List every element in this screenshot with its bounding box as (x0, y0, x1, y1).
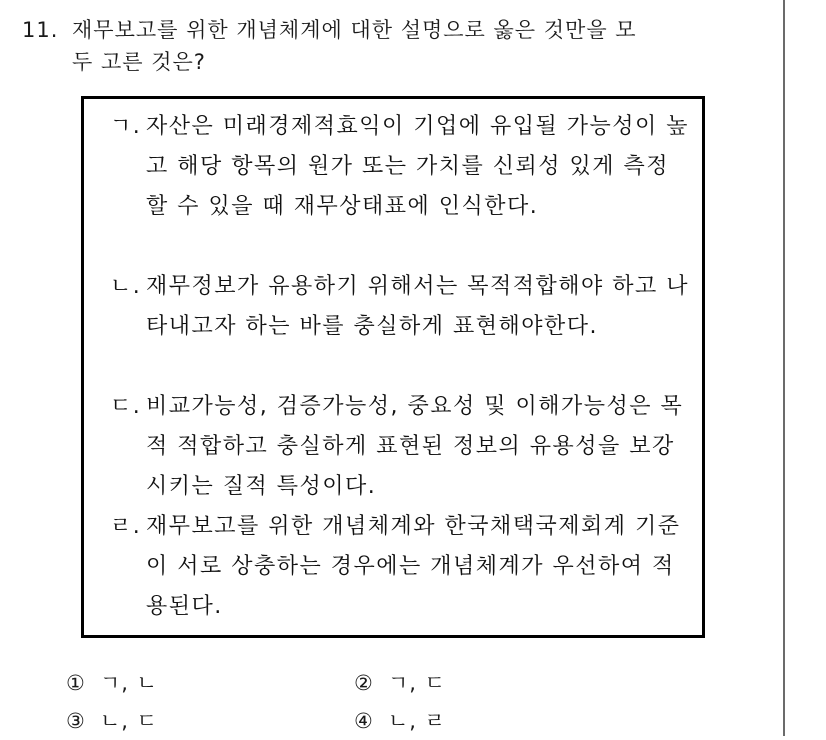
choice-number: ① (66, 671, 86, 695)
statement-item (110, 267, 690, 347)
statement-item (110, 107, 690, 227)
statements-box (81, 96, 705, 638)
choice-answer: ㄱ, ㄷ (388, 671, 446, 695)
statement-item (110, 507, 690, 627)
statement-mark: ㄱ. (110, 114, 142, 139)
choice-number: ③ (66, 709, 86, 733)
statement-mark: ㄴ. (110, 274, 142, 299)
choice-number: ② (354, 671, 374, 695)
answer-choice-4[interactable] (354, 702, 634, 740)
statement-mark: ㄷ. (110, 394, 142, 419)
statement-text: 재무보고를 위한 개념체계와 한국채택국제회계 기준 이 서로 상충하는 경우에는 개념체계가 우선하여 적용된다. (146, 514, 681, 619)
question-number: 11. (22, 18, 59, 42)
choice-answer: ㄴ, ㄹ (388, 709, 446, 733)
question-text-line-2: 두 고른 것은? (72, 50, 206, 74)
statement-mark: ㄹ. (110, 514, 142, 539)
question-line-1 (22, 14, 782, 46)
answer-choice-2[interactable] (354, 664, 634, 702)
choice-number: ④ (354, 709, 374, 733)
answer-choice-1[interactable] (66, 664, 346, 702)
question-stem (22, 14, 782, 78)
choice-answer: ㄱ, ㄴ (100, 671, 158, 695)
statement-text: 비교가능성, 검증가능성, 중요성 및 이해가능성은 목적 적합하고 충실하게 표현된 정보의 유용성을 보강시키는 질적 특성이다. (146, 394, 684, 499)
choice-answer: ㄴ, ㄷ (100, 709, 158, 733)
statement-text: 재무정보가 유용하기 위해서는 목적적합해야 하고 나타내고자 하는 바를 충실하게 표현해야한다. (146, 274, 690, 339)
column-divider-line (783, 0, 785, 736)
question-text-line-1: 재무보고를 위한 개념체계에 대한 설명으로 옳은 것만을 모 (72, 18, 637, 42)
statement-text: 자산은 미래경제적효익이 기업에 유입될 가능성이 높고 해당 항목의 원가 또는 가치를 신뢰성 있게 측정할 수 있을 때 재무상태표에 인식한다. (146, 114, 690, 219)
answer-choice-3[interactable] (66, 702, 346, 740)
statement-item (110, 387, 690, 507)
